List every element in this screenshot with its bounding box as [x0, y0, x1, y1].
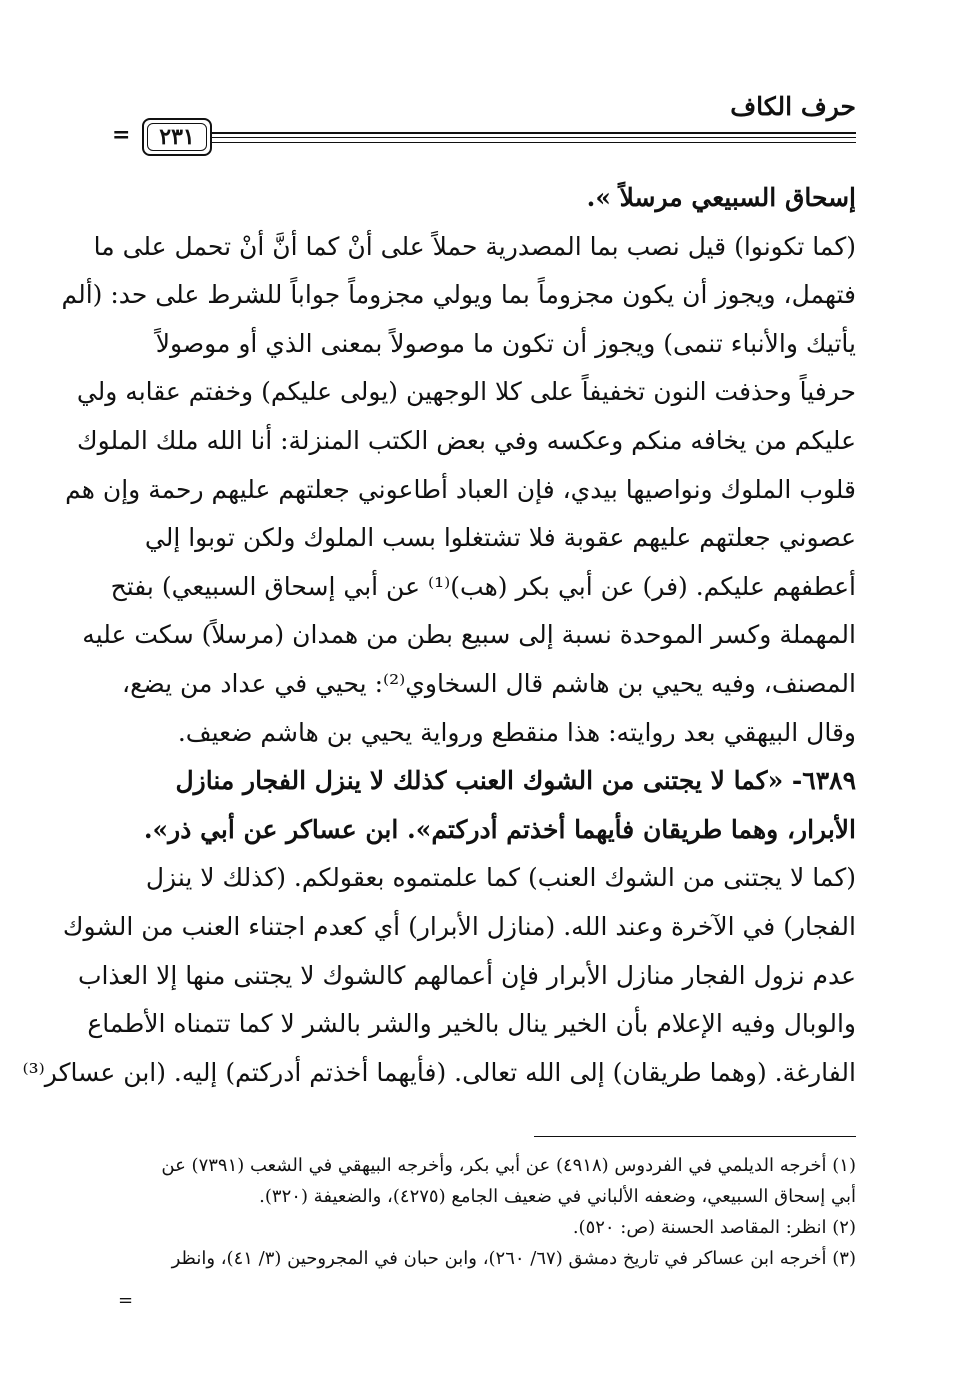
header-rule: [112, 118, 856, 156]
edge-mark: =: [112, 122, 131, 148]
hadith-text-line: ٦٣٨٩- «كما لا يجتنى من الشوك العنب كذلك لا ينزل الفجار منازل: [175, 766, 856, 796]
text-line: يأتيك والأنباء تنمى) ويجوز أن تكون ما موصولاً بمعنى الذي أو موصولاً: [155, 328, 856, 358]
continuation-mark: =: [118, 1290, 134, 1311]
rule-line: [212, 142, 856, 143]
text-line: المصنف، وفيه يحيي بن هاشم قال السخاوي⁽²⁾: يحيي في عداد من يضع،: [122, 668, 856, 698]
footnote-line: أبي إسحاق السبيعي، وضعفه الألباني في ضعيف الجامع (٤٢٧٥)، والضعيفة (٣٢٠).: [259, 1186, 856, 1207]
text-line: عصوني جعلتهم عليهم عقوبة فلا تشتغلوا بسب الملوك ولكن توبوا إلي: [144, 523, 856, 553]
page-number: ٢٣١: [142, 118, 212, 156]
text-line: إسحاق السبيعي مرسلاً ».: [586, 183, 856, 212]
footnote-separator: [534, 1136, 856, 1137]
text-line: عدم نزول الفجار منازل الأبرار فإن أعمالهم كالشوك لا يجتنى منها إلا العذاب: [77, 960, 856, 990]
rule-line: [212, 137, 856, 138]
rule-line: [212, 132, 856, 134]
chapter-title: حرف الكاف: [730, 92, 856, 121]
text-line: المهملة وكسر الموحدة نسبة إلى سبيع بطن من همدان (مرسلاً) سكت عليه: [82, 620, 856, 650]
footnote-line: (٣) أخرجه ابن عساكر في تاريخ دمشق (٦٧/ ٢٦٠)، وابن حبان في المجروحين (٣/ ٤١)، وانظر: [171, 1248, 856, 1269]
text-line: حرفياً وحذفت النون تخفيفاً على كلا الوجهين (يولى عليكم) وخفتم عقابه ولي: [76, 377, 856, 407]
text-line: أعطفهم عليكم. (فر) عن أبي بكر (هب)⁽¹⁾ عن أبي إسحاق السبيعي) بفتح: [110, 571, 856, 601]
footnotes: [120, 1150, 856, 1274]
text-line: الفجار) في الآخرة وعند الله. (منازل الأبرار) أي كعدم اجتناء العنب من الشوك: [62, 911, 856, 941]
text-line: وقال البيهقي بعد روايته: هذا منقطع ورواية يحيي بن هاشم ضعيف.: [177, 717, 856, 747]
text-line: (كما تكونوا) قيل نصب بما المصدرية حملاً على أنْ كما أنَّ أنْ تحمل على ما: [93, 231, 856, 261]
text-line: (كما لا يجتنى من الشوك العنب) كما علمتموه بعقولكم. (كذلك لا ينزل: [145, 863, 856, 893]
footnote-line: (١) أخرجه الديلمي في الفردوس (٤٩١٨) عن أبي بكر، وأخرجه البيهقي في الشعب (٧٣٩١) عن: [161, 1155, 856, 1176]
text-line: قلوب الملوك ونواصيها بيدي، فإن العباد أطاعوني جعلتهم عليهم رحمة وإن هم: [65, 474, 856, 504]
text-line: فتهمل، ويجوز أن يكون مجزوماً بما ويولي مجزوماً جواباً للشرط على حد: (ألم: [61, 280, 856, 310]
footnote-line: (٢) انظر: المقاصد الحسنة (ص: ٥٢٠).: [572, 1217, 856, 1238]
hadith-text-line: الأبرار، وهما طريقان فأيهما أخذتم أدركتم». ابن عساكر عن أبي ذر».: [143, 814, 856, 844]
main-text: [22, 174, 856, 1097]
text-line: الفارغة. (وهما طريقان) إلى الله تعالى. (فأيهما أخذتم أدركتم) إليه. (ابن عساكر⁽³⁾: [22, 1057, 856, 1087]
text-line: عليكم من يخافه منكم وعكسه وفي بعض الكتب المنزلة: أنا الله ملك الملوك: [77, 425, 856, 455]
text-line: والوبال وفيه الإعلام بأن الخير ينال بالخير والشر بالشر لا كما تتمناه الأطماع: [87, 1009, 856, 1039]
